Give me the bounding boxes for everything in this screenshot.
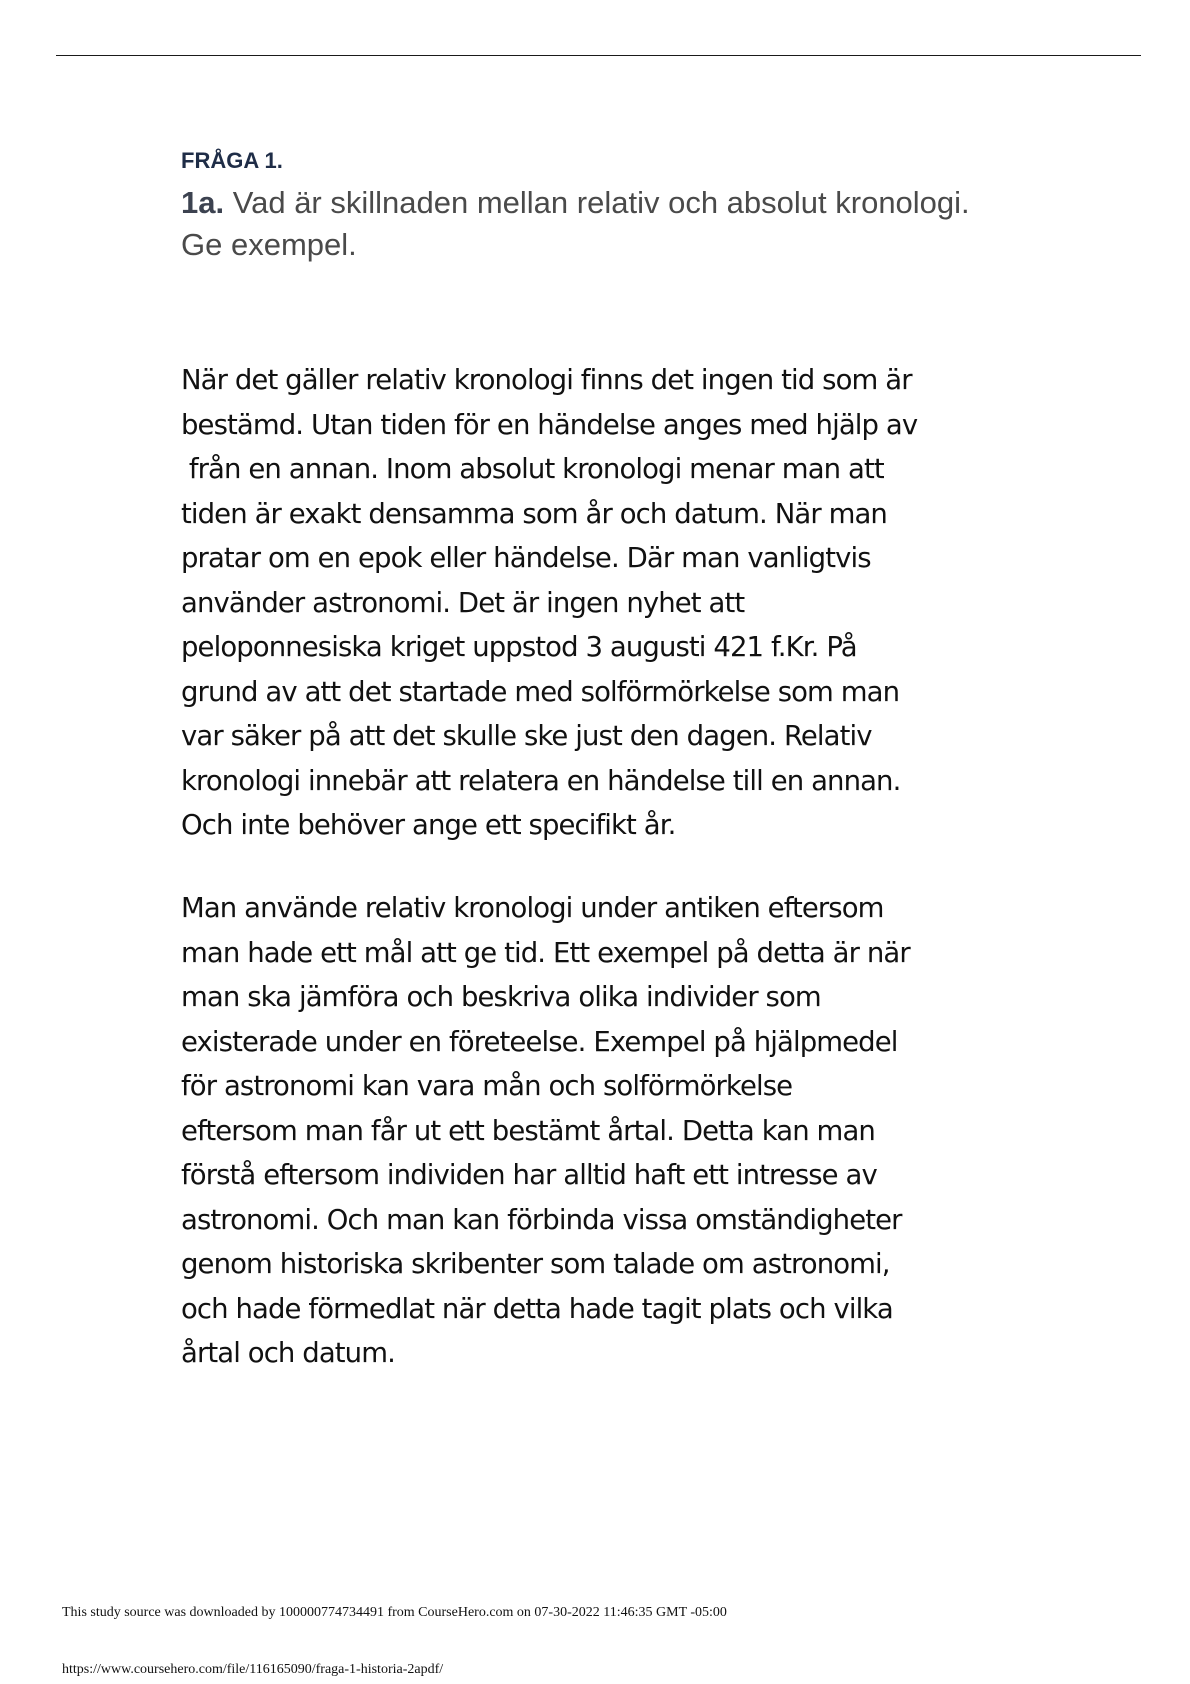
answer-line: Och inte behöver ange ett specifikt år.	[181, 809, 676, 841]
answer-line: kronologi innebär att relatera en händelse till en annan.	[181, 764, 901, 797]
answer-line: tiden är exakt densamma som år och datum. När man	[181, 497, 887, 530]
answer-paragraph-2	[181, 886, 1041, 1376]
answer-line: för astronomi kan vara mån och solförmörkelse	[181, 1070, 793, 1102]
answer-paragraph-1	[181, 358, 1041, 848]
source-url[interactable]: https://www.coursehero.com/file/116165090/fraga-1-historia-2apdf/	[62, 1662, 444, 1677]
answer-line: Man använde relativ kronologi under antiken eftersom	[181, 892, 884, 924]
answer-line: man ska jämföra och beskriva olika individer som	[181, 981, 821, 1013]
answer-line: och hade förmedlat när detta hade tagit plats och vilka	[181, 1292, 893, 1325]
answer-line: eftersom man får ut ett bestämt årtal. Detta kan man	[181, 1114, 875, 1147]
answer-line: astronomi. Och man kan förbinda vissa omständigheter	[181, 1203, 902, 1236]
answer-line: När det gäller relativ kronologi finns det ingen tid som är	[181, 364, 912, 396]
answer-line: existerade under en företeelse. Exempel på hjälpmedel	[181, 1025, 898, 1058]
answer-line: förstå eftersom individen har alltid haft ett intresse av	[181, 1159, 877, 1191]
answer-line: genom historiska skribenter som talade om astronomi,	[181, 1248, 890, 1280]
top-divider	[56, 55, 1141, 56]
answer-line: från en annan. Inom absolut kronologi menar man att	[181, 453, 884, 485]
answer-line: var säker på att det skulle ske just den dagen. Relativ	[181, 720, 872, 752]
question-number: 1a.	[181, 185, 225, 220]
question-prompt: Vad är skillnaden mellan relativ och absolut kronologi. Ge exempel.	[181, 185, 970, 262]
answer-line: använder astronomi. Det är ingen nyhet att	[181, 586, 745, 619]
answer-line: man hade ett mål att ge tid. Ett exempel på detta är när	[181, 936, 910, 969]
answer-line: grund av att det startade med solförmörkelse som man	[181, 675, 900, 708]
download-notice: This study source was downloaded by 100000774734491 from CourseHero.com on 07-30-2022 11:46:35 GMT -05:00	[62, 1605, 727, 1620]
answer-line: bestämd. Utan tiden för en händelse anges med hjälp av	[181, 408, 918, 441]
answer-line: årtal och datum.	[181, 1337, 395, 1369]
answer-line: peloponnesiska kriget uppstod 3 augusti 421 f.Kr. På	[181, 631, 857, 663]
answer-line: pratar om en epok eller händelse. Där man vanligtvis	[181, 542, 871, 574]
question-heading: FRÅGA 1.	[181, 148, 283, 173]
question-text	[181, 182, 1001, 266]
